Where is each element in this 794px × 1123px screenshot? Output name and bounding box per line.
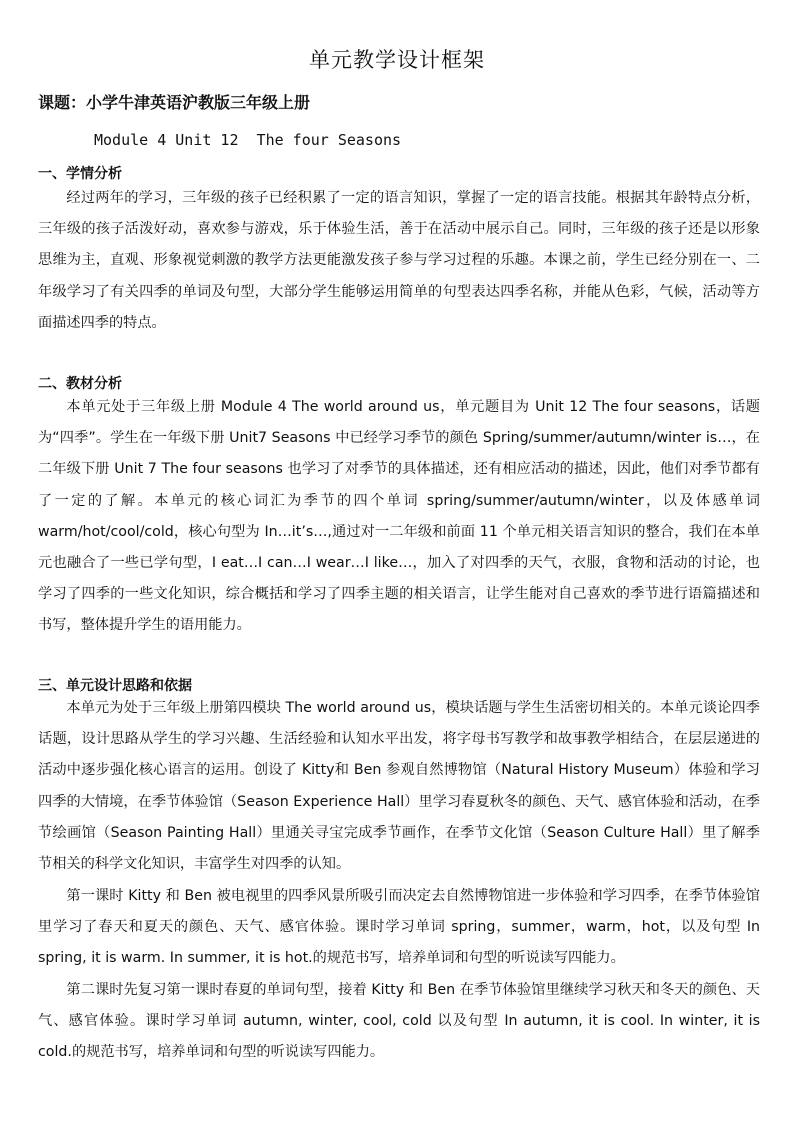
paragraph-lesson-one: 第一课时 Kitty 和 Ben 被电视里的四季风景所吸引而决定去自然博物馆进一步体验和学习四季，在季节体验馆里学习了春天和夏天的颜色、天气、感官体验。课时学习单词 spring，summer，warm，hot，以及句型 In spring, it is warm. In summer, it is hot.的规范书写，培养单词和句型的听说读写四能力。 (38, 888, 760, 967)
document-title: 单元教学设计框架 (309, 48, 485, 72)
paragraph-textbook-analysis: 本单元处于三年级上册 Module 4 The world around us，单元题目为 Unit 12 The four seasons，话题为“四季”。学生在一年级下册 Unit7 Seasons 中已经学习季节的颜色 Spring/summer/autumn/winter is…，在二年级下册 Unit 7 The four seasons 也学习了对季节的具体描述，还有相应活动的描述，因此，他们对季节都有了一定的了解。本单元的核心词汇为季节的四个单词 spring/summer/autumn/winter，以及体感单词 warm/hot/cool/cold，核心句型为 In…it’s…,通过对一二年级和前面 11 个单元相关语言知识的整合，我们在本单元也融合了一些已学句型，I eat…I can…I wear…I like…，加入了对四季的天气，衣服，食物和活动的讨论，也学习了四季的一些文化知识，综合概括和学习了四季主题的相关语言，让学生能对自己喜欢的季节进行语篇描述和书写，整体提升学生的语用能力。 (38, 399, 760, 634)
paragraph-learner-analysis: 经过两年的学习，三年级的孩子已经积累了一定的语言知识，掌握了一定的语言技能。根据其年龄特点分析，三年级的孩子活泼好动，喜欢参与游戏，乐于体验生活，善于在活动中展示自己。同时，三年级的孩子还是以形象思维为主，直观、形象视觉刺激的教学方法更能激发孩子参与学习过程的乐趣。本课之前，学生已经分别在一、二年级学习了有关四季的单词及句型，大部分学生能够运用简单的句型表达四季名称，并能从色彩，气候，活动等方面描述四季的特点。 (38, 190, 760, 331)
section-heading-textbook-analysis: 二、教材分析 (38, 376, 122, 392)
paragraph-design-rationale: 本单元为处于三年级上册第四模块 The world around us，模块话题与学生生活密切相关的。本单元谈论四季话题，设计思路从学生的学习兴趣、生活经验和认知水平出发，将字母书写教学和故事教学相结合，在层层递进的活动中逐步强化核心语言的运用。创设了 Kitty和 Ben 参观自然博物馆（Natural History Museum）体验和学习四季的大情境，在季节体验馆（Season Experience Hall）里学习春夏秋冬的颜色、天气、感官体验和活动，在季节绘画馆（Season Painting Hall）里通关寻宝完成季节画作，在季节文化馆（Season Culture Hall）里了解季节相关的科学文化知识，丰富学生对四季的认知。 (38, 700, 760, 873)
course-title: 课题：小学牛津英语沪教版三年级上册 (38, 93, 311, 112)
module-title: Module 4 Unit 12 The four Seasons (94, 131, 402, 149)
section-heading-learner-analysis: 一、学情分析 (38, 166, 122, 182)
paragraph-lesson-two: 第二课时先复习第一课时春夏的单词句型，接着 Kitty 和 Ben 在季节体验馆里继续学习秋天和冬天的颜色、天气、感官体验。课时学习单词 autumn, winter, cool, cold 以及句型 In autumn, it is cool. In winter, it is cold.的规范书写，培养单词和句型的听说读写四能力。 (38, 982, 760, 1061)
section-heading-design-rationale: 三、单元设计思路和依据 (38, 678, 192, 694)
